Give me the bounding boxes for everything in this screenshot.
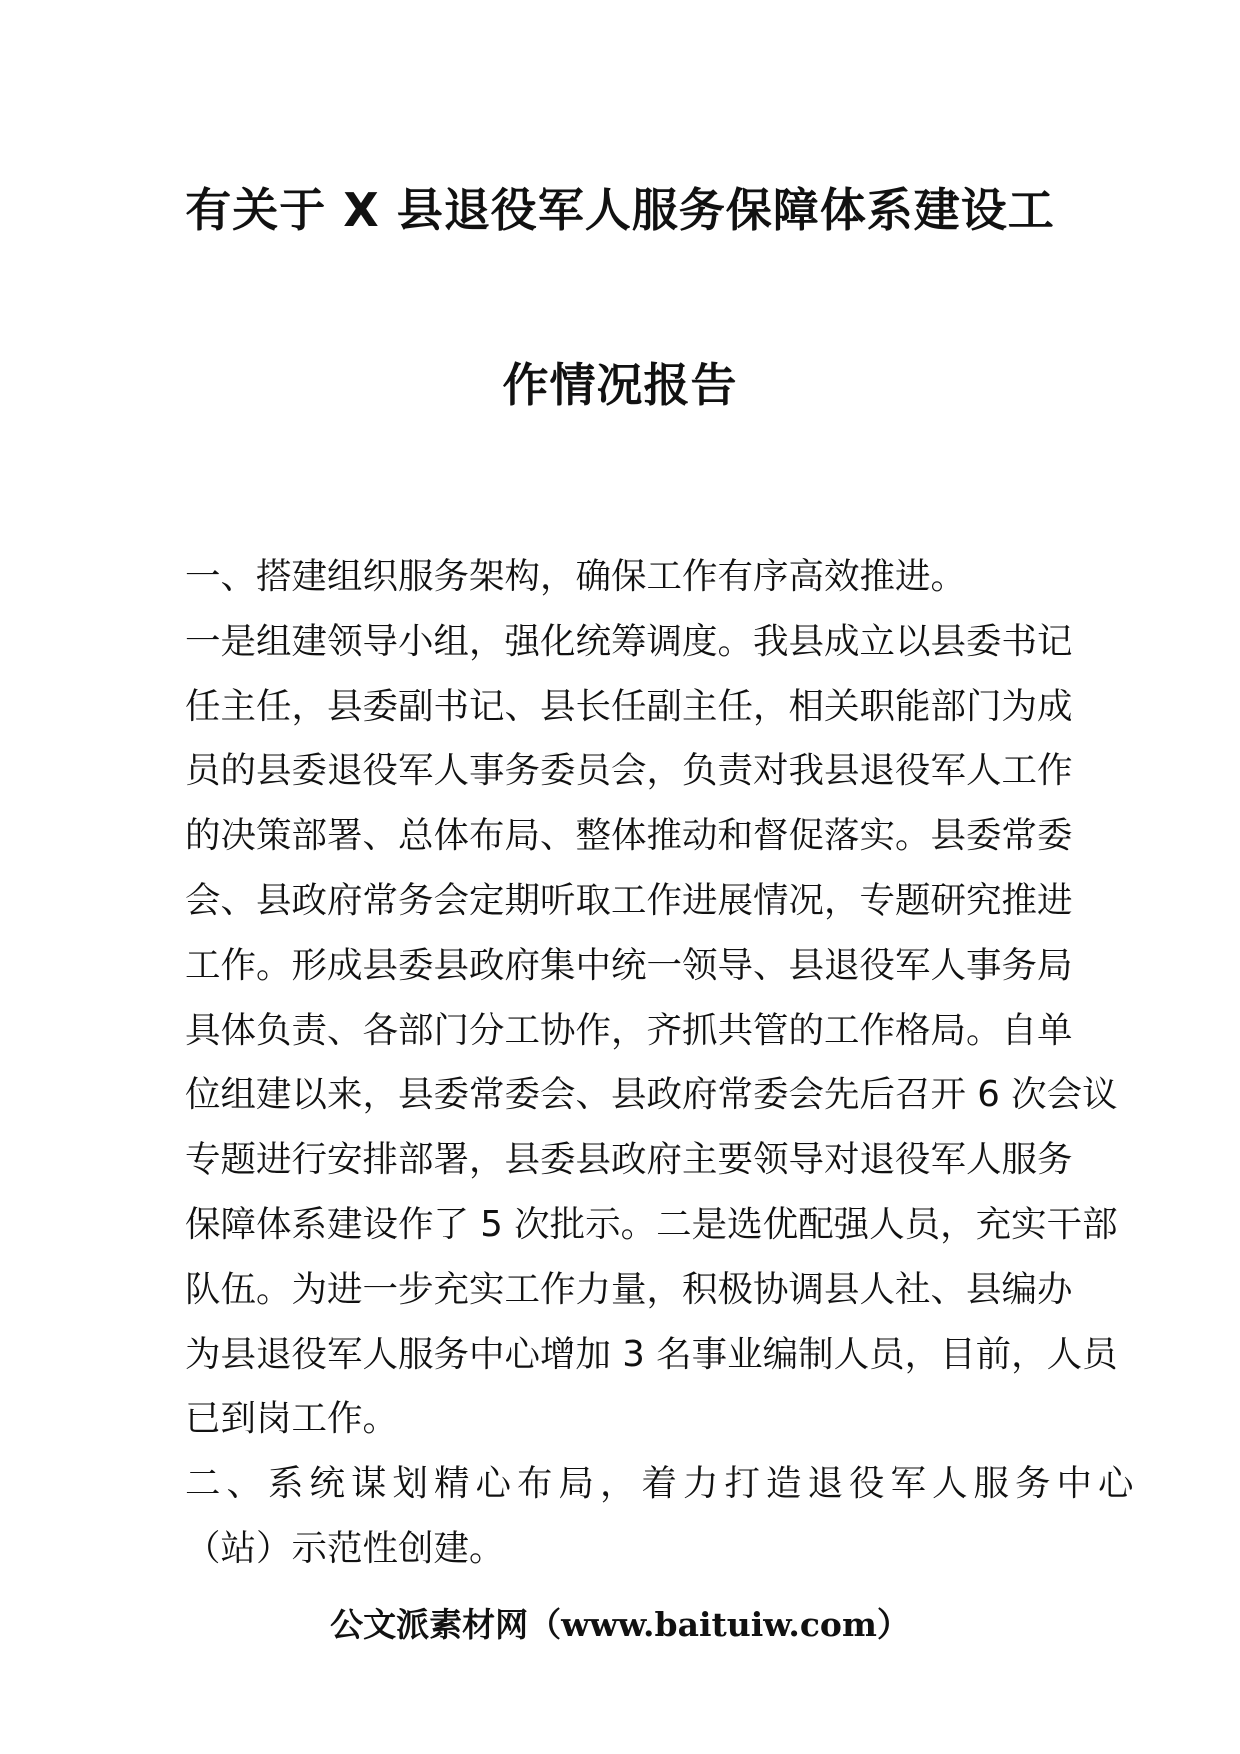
body-line: 会、县政府常务会定期听取工作进展情况，专题研究推进	[185, 879, 1073, 921]
document-title-line-2: 作情况报告	[502, 358, 738, 412]
body-line: 一是组建领导小组，强化统筹调度。我县成立以县委书记	[185, 620, 1073, 662]
body-line: 队伍。为进一步充实工作力量，积极协调县人社、县编办	[185, 1268, 1073, 1310]
document-title-line-1: 有关于 X 县退役军人服务保障体系建设工	[185, 183, 1055, 237]
body-line: 专题进行安排部署，县委县政府主要领导对退役军人服务	[185, 1139, 1073, 1181]
body-line: 为县退役军人服务中心增加 3 名事业编制人员，目前，人员	[185, 1333, 1118, 1375]
section-heading-1: 一、搭建组织服务架构，确保工作有序高效推进。	[185, 556, 967, 597]
body-line: 员的县委退役军人事务委员会，负责对我县退役军人工作	[185, 750, 1073, 792]
body-line: 保障体系建设作了 5 次批示。二是选优配强人员，充实干部	[185, 1203, 1118, 1245]
body-line: 任主任，县委副书记、县长任副主任，相关职能部门为成	[185, 685, 1073, 727]
section-heading-2-continued: （站）示范性创建。	[185, 1527, 505, 1569]
body-line: 位组建以来，县委常委会、县政府常委会先后召开 6 次会议	[185, 1074, 1118, 1116]
section-heading-2: 二、系统谋划精心布局，着力打造退役军人服务中心	[185, 1463, 1140, 1505]
body-line: 的决策部署、总体布局、整体推动和督促落实。县委常委	[185, 815, 1073, 857]
document-body	[185, 545, 1140, 1582]
body-line: 已到岗工作。	[185, 1398, 399, 1440]
body-line: 工作。形成县委县政府集中统一领导、县退役军人事务局	[185, 944, 1073, 986]
body-line: 具体负责、各部门分工协作，齐抓共管的工作格局。自单	[185, 1009, 1073, 1051]
footer-source: 公文派素材网（www.baituiw.com）	[330, 1605, 910, 1644]
